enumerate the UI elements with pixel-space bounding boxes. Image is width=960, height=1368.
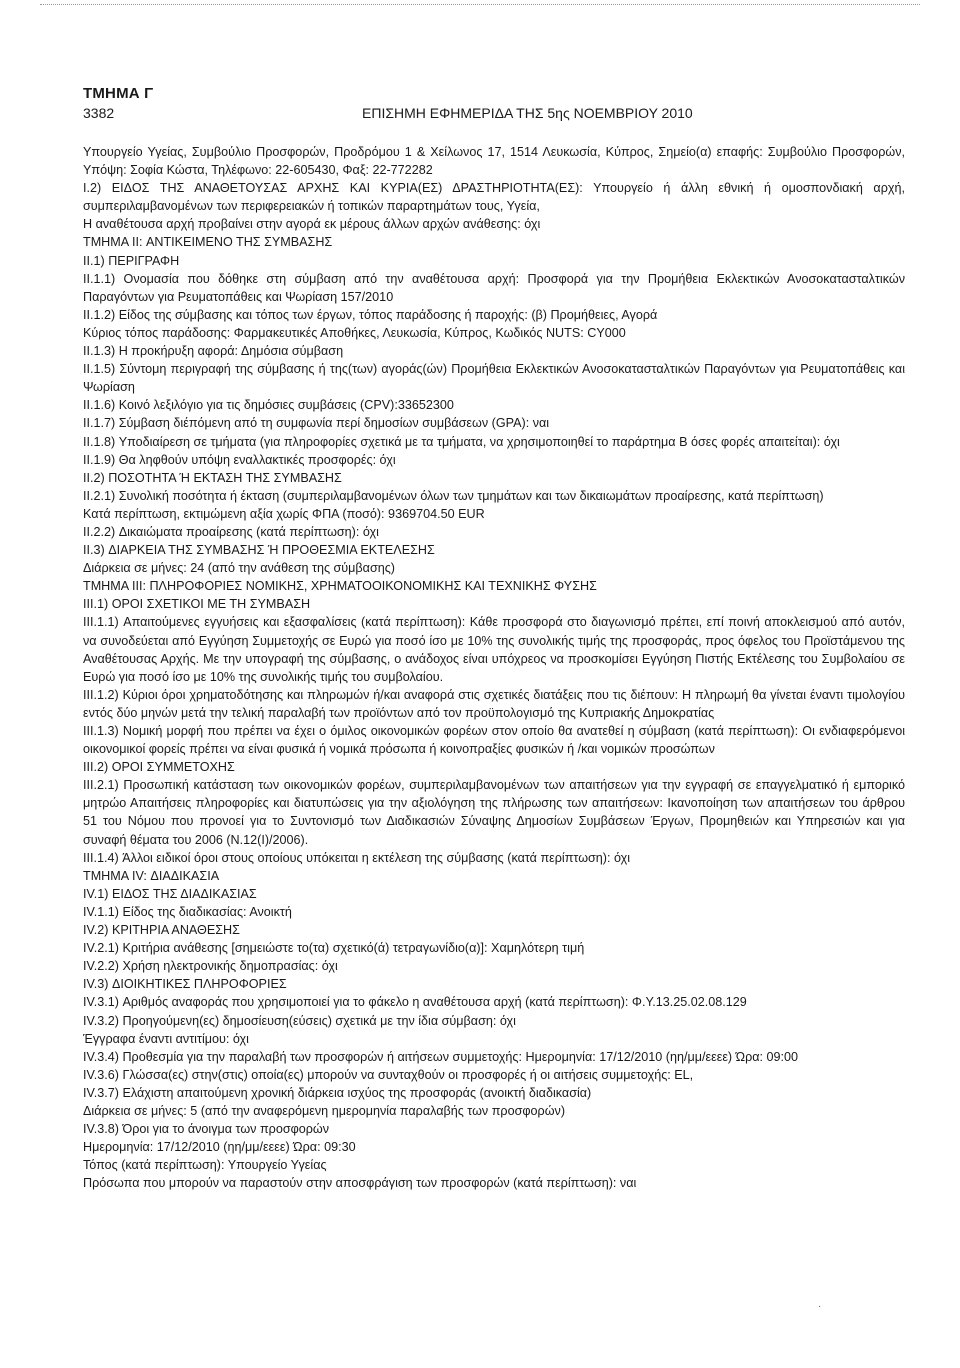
notice-paragraph: IV.2) ΚΡΙΤΗΡΙΑ ΑΝΑΘΕΣΗΣ <box>83 923 240 938</box>
notice-paragraph: IV.3.1) Αριθμός αναφοράς που χρησιμοποιεί για το φάκελο η αναθέτουσα αρχή (κατά περίπτωση): Φ.Υ.13.25.02.08.129 <box>83 995 747 1010</box>
notice-paragraph: II.3) ΔΙΑΡΚΕΙΑ ΤΗΣ ΣΥΜΒΑΣΗΣ Ή ΠΡΟΘΕΣΜΙΑ ΕΚΤΕΛΕΣΗΣ <box>83 543 435 558</box>
notice-paragraph: III.1.4) Άλλοι ειδικοί όροι στους οποίους υπόκειται η εκτέλεση της σύμβασης (κατά περίπτωση): όχι <box>83 850 631 865</box>
notice-paragraph: IV.2.1) Κριτήρια ανάθεσης [σημειώστε το(τα) σχετικό(ά) τετραγωνίδιο(α)]: Χαμηλότερη τιμή <box>83 941 585 956</box>
notice-paragraph: Υπουργείο Υγείας, Συμβούλιο Προσφορών, Προδρόμου 1 & Χείλωνος 17, 1514 Λευκωσία, Κύπρος, Σημείο(α) επαφής: Συμβούλιο Προσφορών, Υπόψη: Σοφία Κώστα, Τηλέφωνο: 22-605430, Φαξ: 22-772282 <box>83 145 905 178</box>
notice-paragraph: Διάρκεια σε μήνες: 24 (από την ανάθεση της σύμβασης) <box>83 561 395 576</box>
notice-paragraph: II.1.1) Ονομασία που δόθηκε στη σύμβαση από την αναθέτουσα αρχή: Προσφορά για την Προμήθεια Εκλεκτικών Ανοσοκατασταλτικών Παραγόντων για Ρευματοπάθεις και Ψωρίαση 157/2010 <box>83 271 905 304</box>
notice-paragraph: Πρόσωπα που μπορούν να παραστούν στην αποσφράγιση των προσφορών (κατά περίπτωση): ναι <box>83 1176 637 1191</box>
notice-paragraph: III.1.1) Απαιτούμενες εγγυήσεις και εξασφαλίσεις (κατά περίπτωση): Κάθε προσφορά στο διαγωνισμό πρέπει, επί ποινή αποκλεισμού από αυτόν, να συνοδεύεται από Εγγύηση Συμμετοχής σε Ευρώ για ποσό ίσο με 10% της συνολικής τιμής της προσφοράς, προς όφελος του Προϊστάμενου της Αναθέτουσας Αρχής. Με την υπογραφή της σύμβασης, ο ανάδοχος είναι υπόχρεος να προσκομίσει Εγγύηση Πιστής Εκτέλεσης του Συμβολαίου σε Ευρώ για ποσό ίσο με 10% της συνολικής τιμής του συμβολαίου. <box>83 615 905 684</box>
notice-paragraph: II.1.5) Σύντομη περιγραφή της σύμβασης ή της(των) αγοράς(ών) Προμήθεια Εκλεκτικών Ανοσοκατασταλτικών Παραγόντων για Ρευματοπάθεις και Ψωρίαση <box>83 362 905 395</box>
notice-paragraph: ΤΜΗΜΑ IV: ΔΙΑΔΙΚΑΣΙΑ <box>83 868 220 883</box>
notice-paragraph: II.2.1) Συνολική ποσότητα ή έκταση (συμπεριλαμβανομένων όλων των τμημάτων και των δικαιωμάτων προαίρεσης, κατά περίπτωση) <box>83 488 824 503</box>
notice-paragraph: II.1.6) Κοινό λεξιλόγιο για τις δημόσιες συμβάσεις (CPV):33652300 <box>83 398 454 413</box>
notice-paragraph: III.2) ΟΡΟΙ ΣΥΜΜΕΤΟΧΗΣ <box>83 760 235 775</box>
notice-paragraph: IV.1.1) Είδος της διαδικασίας: Ανοικτή <box>83 904 292 919</box>
notice-paragraph: II.2) ΠΟΣΟΤΗΤΑ Ή ΕΚΤΑΣΗ ΤΗΣ ΣΥΜΒΑΣΗΣ <box>83 470 342 485</box>
notice-paragraph: II.1.8) Υποδιαίρεση σε τμήματα (για πληροφορίες σχετικά με τα τμήματα, να χρησιμοποιηθεί το παράρτημα Β όσες φορές απαιτείται): όχι <box>83 434 840 449</box>
notice-paragraph: Κατά περίπτωση, εκτιμώμενη αξία χωρίς ΦΠΑ (ποσό): 9369704.50 EUR <box>83 506 485 521</box>
notice-paragraph: ΤΜΗΜΑ III: ΠΛΗΡΟΦΟΡΙΕΣ ΝΟΜΙΚΗΣ, ΧΡΗΜΑΤΟΟΙΚΟΝΟΜΙΚΗΣ ΚΑΙ ΤΕΧΝΙΚΗΣ ΦΥΣΗΣ <box>83 579 597 594</box>
gazette-title: ΕΠΙΣΗΜΗ ΕΦΗΜΕΡΙΔΑ ΤΗΣ 5ης ΝΟΕΜΒΡΙΟΥ 2010 <box>362 105 693 121</box>
notice-paragraph: Η αναθέτουσα αρχή προβαίνει στην αγορά εκ μέρους άλλων αρχών ανάθεσης: όχι <box>83 217 541 232</box>
notice-paragraph: III.1.3) Νομική μορφή που πρέπει να έχει ο όμιλος οικονομικών φορέων στον οποίο θα ανατεθεί η σύμβαση (κατά περίπτωση): Οι ενδιαφερόμενοι οικονομικοί φορείς πρέπει να είναι φυσικά ή νομικά πρόσωπα ή κοινοπραξίες φυσικών ή /και νομικών προσώπων <box>83 724 905 757</box>
margin-mark: · <box>818 1301 822 1312</box>
notice-paragraph: Έγγραφα έναντι αντιτίμου: όχι <box>83 1031 249 1046</box>
notice-paragraph: IV.3.7) Ελάχιστη απαιτούμενη χρονική διάρκεια ισχύος της προσφοράς (ανοικτή διαδικασία) <box>83 1085 592 1100</box>
notice-paragraph: IV.3) ΔΙΟΙΚΗΤΙΚΕΣ ΠΛΗΡΟΦΟΡΙΕΣ <box>83 977 287 992</box>
notice-paragraph: IV.1) ΕΙΔΟΣ ΤΗΣ ΔΙΑΔΙΚΑΣΙΑΣ <box>83 886 257 901</box>
notice-paragraph: IV.2.2) Χρήση ηλεκτρονικής δημοπρασίας: όχι <box>83 959 338 974</box>
notice-paragraph: II.1.3) Η προκήρυξη αφορά: Δημόσια σύμβαση <box>83 344 344 359</box>
notice-paragraph: Διάρκεια σε μήνες: 5 (από την αναφερόμενη ημερομηνία παραλαβής των προσφορών) <box>83 1103 566 1118</box>
notice-paragraph: IV.3.6) Γλώσσα(ες) στην(στις) οποία(ες) μπορούν να συνταχθούν οι προσφορές ή οι αιτήσεις συμμετοχής: EL, <box>83 1067 694 1082</box>
notice-paragraph: Κύριος τόπος παράδοσης: Φαρμακευτικές Αποθήκες, Λευκωσία, Κύπρος, Κωδικός NUTS: CY000 <box>83 325 626 340</box>
notice-paragraph: II.1.9) Θα ληφθούν υπόψη εναλλακτικές προσφορές: όχι <box>83 452 396 467</box>
notice-paragraph: II.1.7) Σύμβαση διέπόμενη από τη συμφωνία περί δημοσίων συμβάσεων (GPA): ναι <box>83 416 550 431</box>
notice-paragraph: III.2.1) Προσωπική κατάσταση των οικονομικών φορέων, συμπεριλαμβανομένων των απαιτήσεων για την εγγραφή σε επαγγελματικό ή εμπορικό μητρώο Απαιτήσεις πληροφορίες και διατυπώσεις για την αξιολόγηση της πλήρωσης των απαιτήσεων: Ικανοποίηση των απαιτήσεων του άρθρου 51 του Νόμου που προνοεί για το Συντονισμό των Διαδικασιών Σύναψης Δημοσίων Συμβάσεων Έργων, Προμηθειών και Υπηρεσιών και για συναφή θέματα του 2006 (Ν.12(I)/2006). <box>83 778 905 847</box>
notice-paragraph: II.2.2) Δικαιώματα προαίρεσης (κατά περίπτωση): όχι <box>83 524 379 539</box>
notice-paragraph: Ημερομηνία: 17/12/2010 (ηη/μμ/εεεε) Ώρα: 09:30 <box>83 1140 356 1155</box>
scan-top-edge <box>40 4 920 5</box>
notice-paragraph: II.1.2) Είδος της σύμβασης και τόπος των έργων, τόπος παράδοσης ή παροχής: (β) Προμήθειες, Αγορά <box>83 307 658 322</box>
notice-paragraph: IV.3.2) Προηγούμενη(ες) δημοσίευση(εύσεις) σχετικά με την ίδια σύμβαση: όχι <box>83 1013 516 1028</box>
page-number: 3382 <box>83 105 115 121</box>
notice-paragraph: II.1) ΠΕΡΙΓΡΑΦΗ <box>83 253 180 268</box>
notice-paragraph: III.1) ΟΡΟΙ ΣΧΕΤΙΚΟΙ ΜΕ ΤΗ ΣΥΜΒΑΣΗ <box>83 597 311 612</box>
section-label: ΤΜΗΜΑ Γ <box>83 85 154 102</box>
notice-paragraph: Τόπος (κατά περίπτωση): Υπουργείο Υγείας <box>83 1158 327 1173</box>
notice-paragraph: I.2) ΕΙΔΟΣ ΤΗΣ ΑΝΑΘΕΤΟΥΣΑΣ ΑΡΧΗΣ ΚΑΙ ΚΥΡΙΑ(ΕΣ) ΔΡΑΣΤΗΡΙΟΤΗΤΑ(ΕΣ): Υπουργείο ή άλλη εθνική ή ομοσπονδιακή αρχή, συμπεριλαμβανομένων των περιφερειακών ή τοπικών παραρτημάτων τους, Υγεία, <box>83 181 905 214</box>
notice-paragraph: IV.3.4) Προθεσμία για την παραλαβή των προσφορών ή αιτήσεων συμμετοχής: Ημερομηνία: 17/12/2010 (ηη/μμ/εεεε) Ώρα: 09:00 <box>83 1049 799 1064</box>
notice-paragraph: III.1.2) Κύριοι όροι χρηματοδότησης και πληρωμών ή/και αναφορά στις σχετικές διατάξεις που τις διέπουν: Η πληρωμή θα γίνεται έναντι τιμολογίου εντός δύο μηνών μετά την τελική παραλαβή των προϊόντων από τον προϋπολογισμό της Κυπριακής Δημοκρατίας <box>83 687 905 720</box>
notice-body <box>83 143 905 1192</box>
notice-paragraph: IV.3.8) Όροι για το άνοιγμα των προσφορών <box>83 1122 330 1137</box>
notice-paragraph: ΤΜΗΜΑ II: ΑΝΤΙΚΕΙΜΕΝΟ ΤΗΣ ΣΥΜΒΑΣΗΣ <box>83 235 333 250</box>
